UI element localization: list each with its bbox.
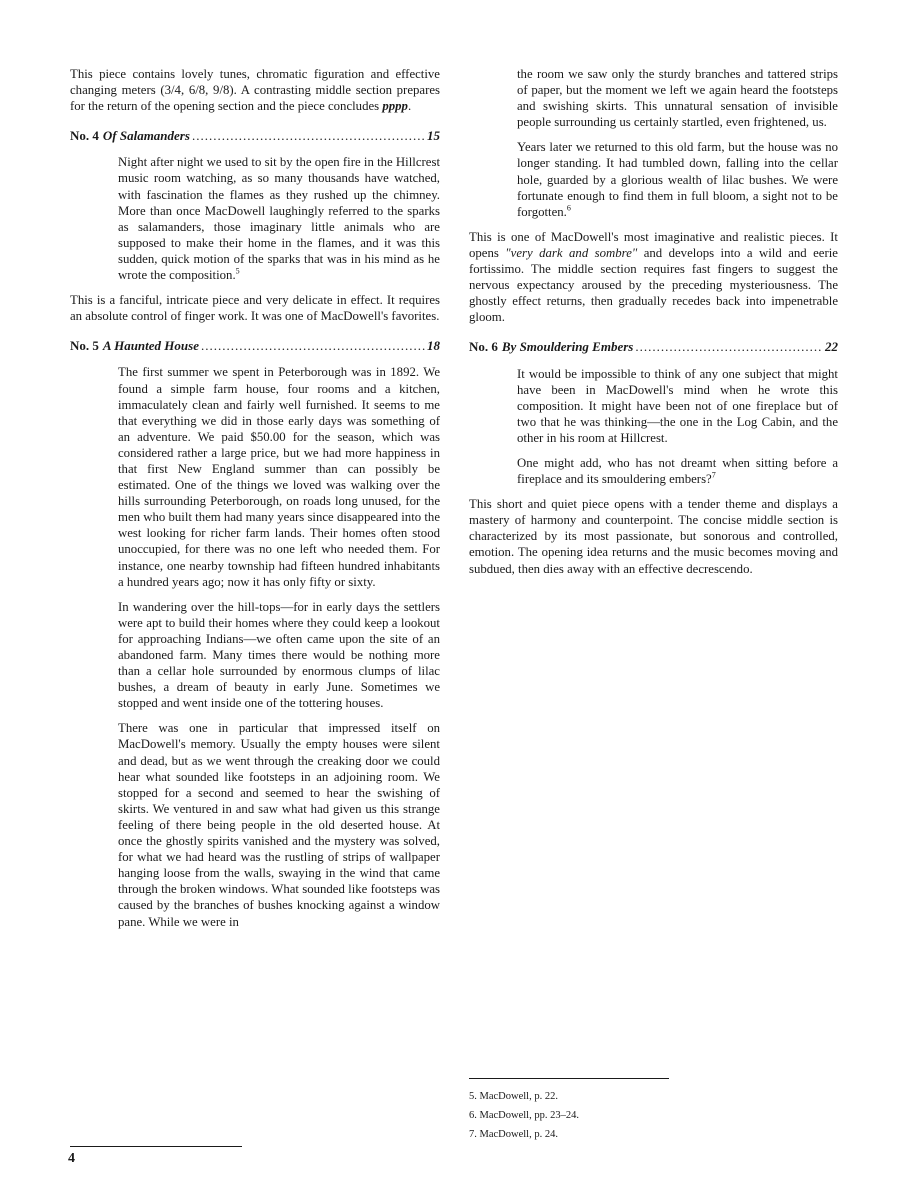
left-column: [70, 66, 440, 939]
footnotes: [469, 1078, 669, 1144]
page-number: 4: [68, 1151, 75, 1166]
dot-leader: [201, 338, 425, 354]
footnote: 6. MacDowell, pp. 23–24.: [469, 1110, 579, 1121]
no6-quote-p2: One might add, who has not dreamt when sitting before a fireplace and its smouldering embers?$^7$: [517, 455, 838, 487]
piece-page: 15: [427, 128, 440, 144]
piece-title: Of Salamanders: [102, 128, 190, 144]
no6-quote-p1: It would be impossible to think of any one subject that might have been in MacDowell's mind when he wrote this composition. It might have been not of one fireplace but of two that he was thinking—the one in the Log Cabin, and the other in his room at Hillcrest.: [517, 366, 838, 445]
no4-description: This is a fanciful, intricate piece and very delicate in effect. It requires an absolute control of finger work. It was one of MacDowell's favorites.: [70, 293, 440, 324]
no5-quote-p3: There was one in particular that impressed itself on MacDowell's memory. Usually the empty houses were silent and dead, but as we went through the creaking door we could hear what sounded like footsteps in an adjoining room. We stopped for a second and seemed to hear the swishing of skirts. We ventured in and saw what had given us this strange feeling of there being people in the old deserted house. At once the ghostly spirits vanished and the mystery was solved, for what we had heard was the rustling of strips of wallpaper hanging loose from the walls, swaying in the wind that came through the broken windows. What sounded like footsteps was caused by the branches of bushes knocking against a window pane. While we were in: [118, 721, 440, 929]
no5-quote-continued: the room we saw only the sturdy branches and tattered strips of paper, but the moment we left we again heard the footsteps and swishing skirts. This unnatural sensation of invisible people surrounding us certainly startled, even frightened, us.: [517, 67, 838, 130]
section-heading-no4: [70, 128, 440, 144]
piece-title: By Smouldering Embers: [501, 339, 634, 355]
footnote-ref: 7: [711, 470, 716, 480]
section-heading-no5: [70, 338, 440, 354]
piece-title: A Haunted House: [102, 338, 199, 354]
no5-quote-p2: In wandering over the hill-tops—for in early days the settlers were apt to build their homes where they could keep a lookout for approaching Indians—we often came upon the site of an abandoned farm. Many times there would be nothing more than a cellar hole surrounded by enormous clumps of lilac bushes, a dream of beauty in early June. Sometimes we stopped and went inside one of the tottering houses.: [118, 599, 440, 711]
page-rule: [70, 1146, 242, 1147]
no6-description: This short and quiet piece opens with a tender theme and displays a mastery of harmony and counterpoint. The concise middle section is characterized by its most passionate, but sonorous and controlled, emotion. The opening idea returns and the music becomes moving and subdued, then dies away with an effective decrescendo.: [469, 497, 838, 576]
footnote: 7. MacDowell, p. 24.: [469, 1129, 558, 1140]
footnote: 5. MacDowell, p. 22.: [469, 1091, 558, 1102]
no5-quote-p1: The first summer we spent in Peterborough was in 1892. We found a simple farm house, four rooms and a kitchen, immaculately clean and fairly well furnished. It seems to me that everything we did in those early days was something of an adventure. We paid $50.00 for the season, which was considered rather a large price, but we had more happiness in that first New England summer than can possibly be estimated. One of the things we loved was walking over the hills surrounding Peterborough, on roads long unused, for the men who built them had many years since disappeared into the west looking for richer farm lands. Their homes often stood unoccupied, for there was no one left who needed them. For instance, one nearby township had fifteen hundred inhabitants a hundred years ago; now it has only fifty or sixty.: [118, 365, 440, 589]
no4-quote: Night after night we used to sit by the open fire in the Hillcrest music room watching, as so many thousands have watched, with fascination the flames as they rushed up the chimney. More than once MacDowell laughingly referred to the sparks as salamanders, those imaginary little animals who are supposed to make their home in the flames, and it was this sudden, quick motion of the sparks that was in his mind as he wrote the composition.$^5$: [118, 155, 440, 283]
no5-description: This is one of MacDowell's most imaginative and realistic pieces. It opens "very dark and sombre" and develops into a wild and eerie fortissimo. The middle section requires fast fingers to suggest the nervous expectancy aroused by the preceding mysteriousness. The ghostly effect returns, then gradually recedes back into impenetrable gloom.: [469, 229, 838, 325]
dot-leader: [192, 128, 425, 144]
footnote-ref: 6: [566, 203, 571, 213]
piece-page: 18: [427, 338, 440, 354]
piece-number: No. 6: [469, 339, 498, 355]
no5-quote-p4: Years later we returned to this old farm, but the house was no longer standing. It had tumbled down, falling into the cellar hole, guarded by a glorious wealth of lilac bushes. We were fortunate enough to find them in full bloom, a sight not to be forgotten.$^6$: [517, 140, 838, 219]
right-column: [469, 66, 838, 586]
no3-description: This piece contains lovely tunes, chromatic figuration and effective changing meters (3/4, 6/8, 9/8). A contrasting middle section prepares for the return of the opening section and the piece concludes pppp.: [70, 67, 440, 114]
footnote-ref: 5: [235, 266, 240, 276]
piece-number: No. 5: [70, 338, 99, 354]
section-heading-no6: [469, 339, 838, 355]
dot-leader: [635, 339, 823, 355]
piece-number: No. 4: [70, 128, 99, 144]
tempo-marking: "very dark and sombre": [505, 245, 638, 260]
piece-page: 22: [825, 339, 838, 355]
dynamic-marking: pppp: [382, 99, 408, 114]
